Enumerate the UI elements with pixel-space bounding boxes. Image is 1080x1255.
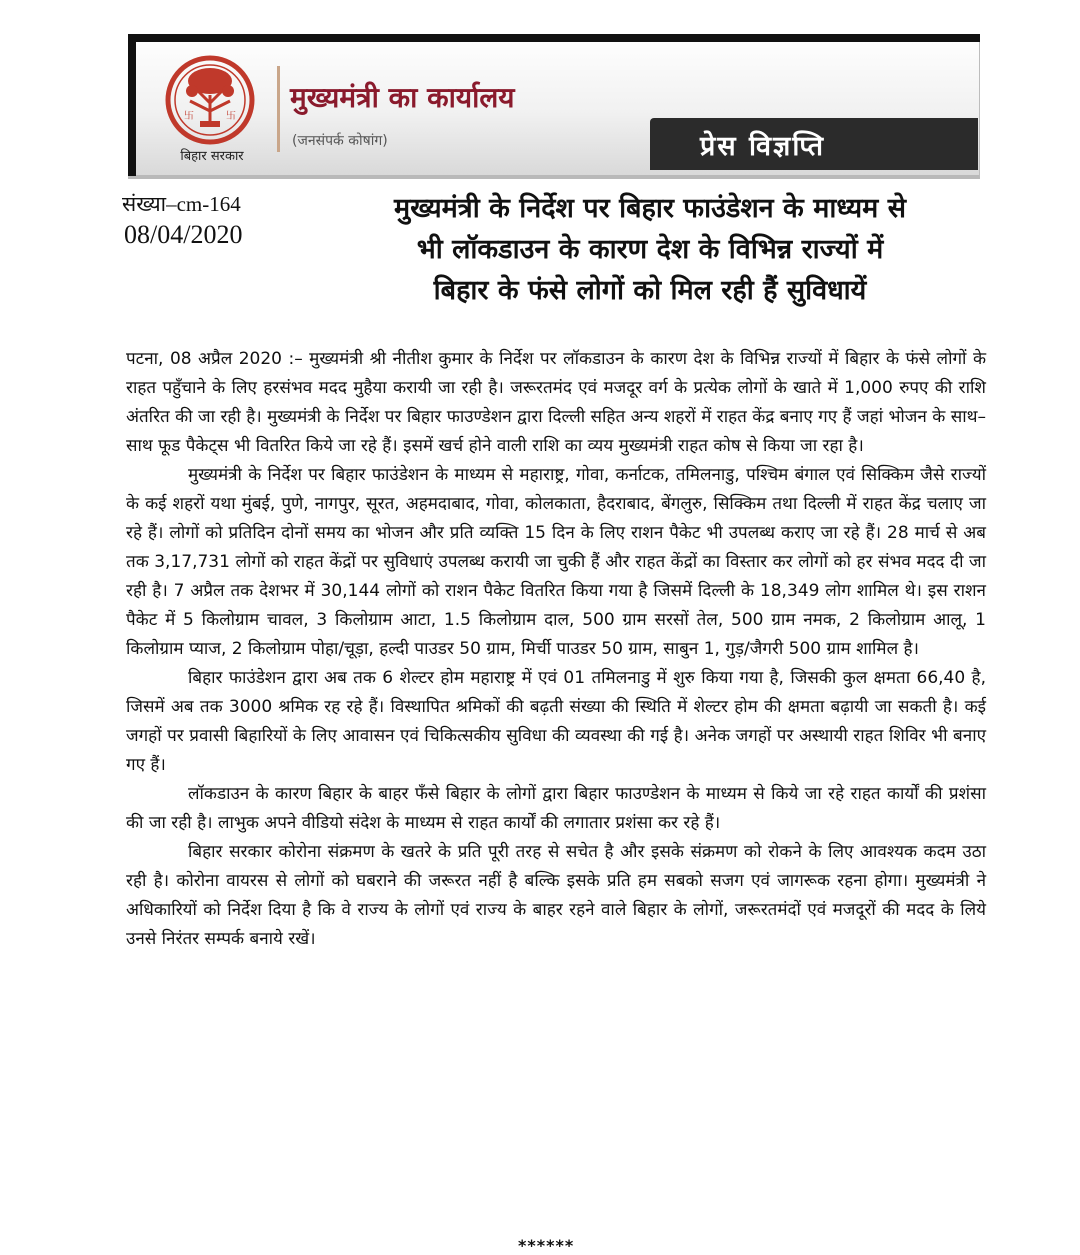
reference-number: संख्या–cm-164	[122, 192, 241, 216]
headline-line: मुख्यमंत्री के निर्देश पर बिहार फाउंडेशन के माध्यम से	[394, 193, 906, 224]
body-paragraph: मुख्यमंत्री के निर्देश पर बिहार फाउंडेशन के माध्यम से महाराष्ट्र, गोवा, कर्नाटक, तमिलनाडु, पश्चिम बंगाल एवं सिक्किम जैसे राज्यों के कई शहरों यथा मुंबई, पुणे, नागपुर, सूरत, अहमदाबाद, गोवा, कोलकाता, हैदराबाद, बेंगलुरु, सिक्किम तथा दिल्ली में राहत केंद्र चलाए जा रहे हैं। लोगों को प्रतिदिन दोनों समय का भोजन और प्रति व्यक्ति 15 दिन के लिए राशन पैकेट भी उपलब्ध कराए जा रहे हैं। 28 मार्च से अब तक 3,17,731 लोगों को राहत केंद्रों पर सुविधाएं उपलब्ध करायी जा चुकी हैं और राहत केंद्रों का विस्तार कर लोगों को हर संभव मदद दी जा रही है। 7 अप्रैल तक देशभर में 30,144 लोगों को राशन पैकेट वितरित किया गया है जिसमें दिल्ली के 18,349 लोग शामिल थे। इस राशन पैकेट में 5 किलोग्राम चावल, 3 किलोग्राम आटा, 1.5 किलोग्राम दाल, 500 ग्राम सरसों तेल, 500 ग्राम नमक, 2 किलोग्राम आलू, 1 किलोग्राम प्याज, 2 किलोग्राम पोहा/चूड़ा, हल्दी पाउडर 50 ग्राम, मिर्ची पाउडर 50 ग्राम, साबुन 1, गुड़/जैगरी 500 ग्राम शामिल है।	[126, 465, 986, 659]
office-title: मुख्यमंत्री का कार्यालय	[290, 81, 515, 114]
header-divider	[277, 66, 280, 152]
headline-line: भी लॉकडाउन के कारण देश के विभिन्न राज्यों में	[416, 234, 884, 265]
svg-text:卐: 卐	[226, 111, 236, 122]
body-paragraph: लॉकडाउन के कारण बिहार के बाहर फँसे बिहार के लोगों द्वारा बिहार फाउण्डेशन के माध्यम से किये जा रहे राहत कार्यों की प्रशंसा की जा रही है। लाभुक अपने वीडियो संदेश के माध्यम से राहत कार्यों की लगातार प्रशंसा कर रहे हैं।	[126, 784, 986, 833]
press-release-body	[126, 345, 986, 954]
press-release-label: प्रेस विज्ञप्ति	[700, 131, 826, 162]
headline-line: बिहार के फंसे लोगों को मिल रही हैं सुविधायें	[433, 275, 867, 306]
release-date: 08/04/2020	[124, 220, 243, 249]
logo-caption: बिहार सरकार	[180, 149, 244, 164]
letterhead-left-border	[128, 34, 136, 176]
office-subtitle: (जनसंपर्क कोषांग)	[292, 133, 388, 149]
body-paragraph: पटना, 08 अप्रैल 2020 :– मुख्यमंत्री श्री नीतीश कुमार के निर्देश पर लॉकडाउन के कारण देश के विभिन्न राज्यों में बिहार के फंसे लोगों के राहत पहुँचाने के लिए हरसंभव मदद मुहैया करायी जा रही है। जरूरतमंद एवं मजदूर वर्ग के प्रत्येक लोगों के खाते में 1,000 रुपए की राशि अंतरित की जा रही है। मुख्यमंत्री के निर्देश पर बिहार फाउण्डेशन द्वारा दिल्ली सहित अन्य शहरों में राहत केंद्र बनाए गए हैं जहां भोजन के साथ–साथ फूड पैकेट्स भी वितरित किये जा रहे हैं। इसमें खर्च होने वाली राशि का व्यय मुख्यमंत्री राहत कोष से किया जा रहा है।	[126, 349, 986, 456]
body-paragraph: बिहार सरकार कोरोना संक्रमण के खतरे के प्रति पूरी तरह से सचेत है और इसके संक्रमण को रोकने के लिए आवश्यक कदम उठा रही है। कोरोना वायरस से लोगों को घबराने की जरूरत नहीं है बल्कि इसके प्रति हम सबको सजग एवं जागरूक रहना होगा। मुख्यमंत्री ने अधिकारियों को निर्देश दिया है कि वे राज्य के लोगों एवं राज्य के बाहर रहने वाले बिहार के लोगों, जरूरतमंदों एवं मजदूरों की मदद के लिये उनसे निरंतर सम्पर्क बनाये रखें।	[126, 842, 986, 949]
end-of-release-mark: ******	[518, 1236, 575, 1255]
headline	[290, 188, 1010, 311]
letterhead-top-border	[128, 34, 980, 42]
svg-text:卐: 卐	[184, 111, 194, 122]
body-paragraph: बिहार फाउंडेशन द्वारा अब तक 6 शेल्टर होम महाराष्ट्र में एवं 01 तमिलनाडु में शुरु किया गया है, जिसकी कुल क्षमता 66,40 है, जिसमें अब तक 3000 श्रमिक रह रहे हैं। विस्थापित श्रमिकों की बढ़ती संख्या की स्थिति में शेल्टर होम की क्षमता बढ़ायी जा सकती है। कई जगहों पर प्रवासी बिहारियों के लिए आवासन एवं चिकित्सकीय सुविधा की व्यवस्था की गई है। अनेक जगहों पर अस्थायी राहत शिविर भी बनाए गए हैं।	[126, 668, 986, 775]
